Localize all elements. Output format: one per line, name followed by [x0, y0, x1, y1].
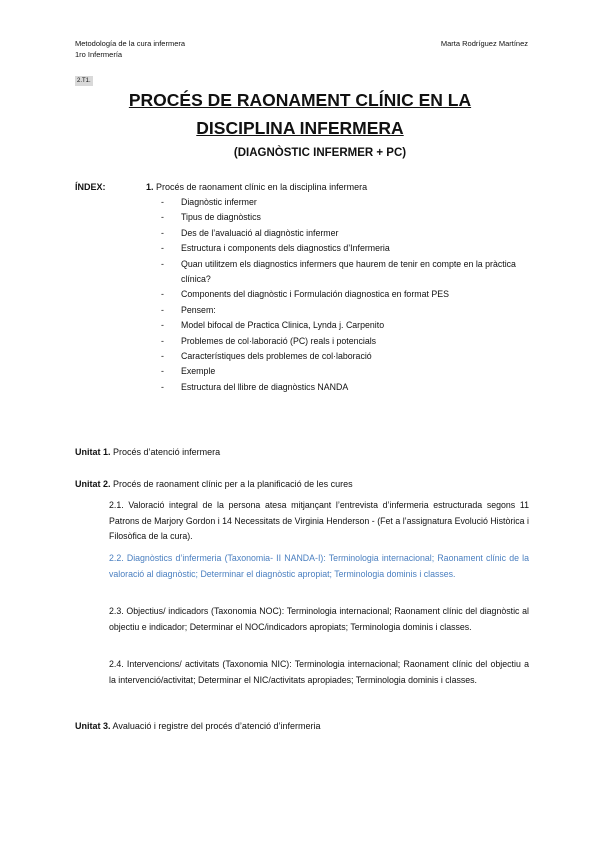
document-subtitle: (DIAGNÒSTIC INFERMER + PC) — [233, 147, 407, 159]
section-2-1-paragraph: 2.1. Valoració integral de la persona atesa mitjançant l’entrevista d’infermeria estructurada segons 11 Patrons de Marjory Gordon i 14 Necessitats de Virginia Henderson - (Fet a l’assignatura Evolució Històrica i Filosòfica de la cura). — [109, 500, 529, 542]
index-first-text: Procés de raonament clínic en la disciplina infermera — [156, 182, 368, 192]
index-item: - Model bifocal de Practica Clinica, Lynda j. Carpenito — [158, 318, 530, 333]
index-list — [158, 195, 530, 395]
index-item: - Estructura del llibre de diagnòstics NANDA — [158, 380, 530, 395]
index-first-entry — [146, 182, 367, 192]
unit-3-text: Avaluació i registre del procés d’atenció d’infermeria — [112, 721, 321, 731]
section-tag: 2.T1. — [77, 78, 91, 84]
index-item: - Estructura i components dels diagnostics d’Infermeria — [158, 241, 530, 256]
index-item: - Característiques dels problemes de col·laboració — [158, 349, 530, 364]
course-year: 1ro Infermería — [75, 50, 123, 59]
section-2-2-paragraph: 2.2. Diagnòstics d’infermeria (Taxonomia- II NANDA-I): Terminologia internacional; Raonament clínic de la valoració al diagnòstic; Determinar el diagnòstic apropiat; Terminologia dominis i classes. — [109, 553, 529, 579]
author-name: Marta Rodríguez Martínez — [440, 39, 528, 48]
unit-1-prefix: Unitat 1. — [75, 447, 111, 457]
index-item: - Diagnòstic infermer — [158, 195, 530, 210]
index-first-number: 1. — [146, 182, 154, 192]
unit-3-prefix: Unitat 3. — [75, 721, 111, 731]
page-header-left — [75, 38, 185, 60]
course-name: Metodología de la cura infermera — [75, 39, 186, 48]
section-2-4-paragraph: 2.4. Intervencions/ activitats (Taxonomia NIC): Terminologia internacional; Raonament clínic del objectiu a la intervenció/activitat; Determinar el NIC/activitats apropiades; Terminologia dominis i classes. — [109, 659, 529, 685]
index-label: ÍNDEX: — [75, 182, 106, 192]
index-item: - Exemple — [158, 364, 530, 379]
unit-2-prefix: Unitat 2. — [75, 479, 111, 489]
index-item: - Tipus de diagnòstics — [158, 210, 530, 225]
section-2-3-paragraph: 2.3. Objectius/ indicadors (Taxonomia NOC): Terminologia internacional; Raonament clínic del diagnòstic al objectiu e indicador; Determinar el NOC/indicadors apropiats; Terminologia dominis i classes. — [109, 606, 529, 632]
index-item: - Pensem: — [158, 303, 530, 318]
index-item: - Components del diagnòstic i Formulación diagnostica en format PES — [158, 287, 530, 302]
unit-1-text: Procés d’atenció infermera — [113, 447, 221, 457]
index-item: - Problemes de col·laboració (PC) reals i potencials — [158, 334, 530, 349]
unit-2-heading — [75, 479, 353, 489]
document-title-line2: DISCIPLINA INFERMERA — [196, 118, 404, 138]
index-item: - Des de l’avaluació al diagnòstic infermer — [158, 226, 530, 241]
index-item: - Quan utilitzem els diagnostics infermers que haurem de tenir en compte en la pràctica clínica? — [158, 257, 530, 288]
document-title-line1: PROCÉS DE RAONAMENT CLÍNIC EN LA — [128, 90, 472, 110]
unit-3-heading — [75, 721, 320, 731]
unit-2-text: Procés de raonament clínic per a la planificació de les cures — [113, 479, 353, 489]
unit-1-heading — [75, 447, 220, 457]
